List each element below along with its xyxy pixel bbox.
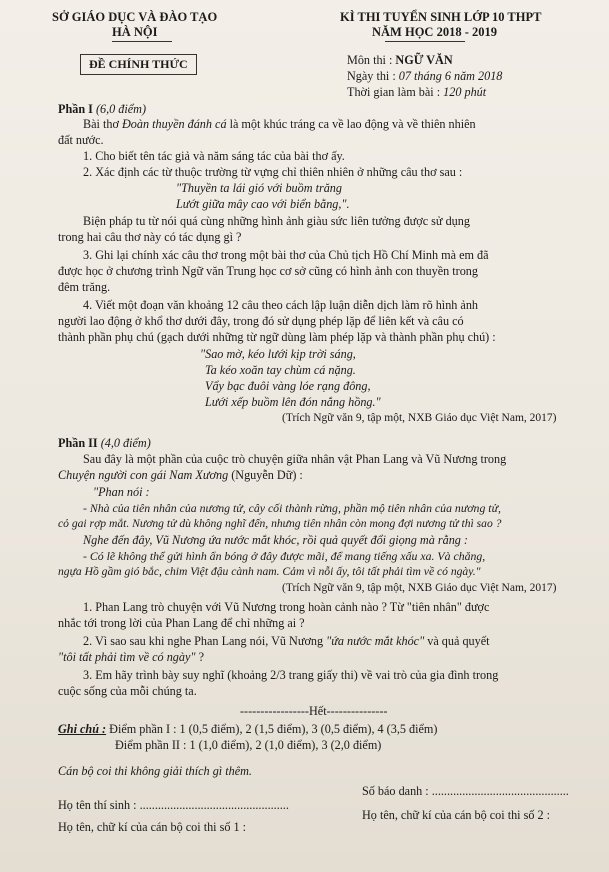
poem2-line1: "Sao mờ, kéo lưới kịp trời sáng,	[200, 347, 356, 361]
note-part2: Điểm phần II : 1 (1,0 điểm), 2 (1,0 điểm), 3 (2,0 điểm)	[115, 738, 382, 752]
part1-q3-l2: được học ở chương trình Ngữ văn Trung học cơ sở cũng có hình ảnh con thuyền trong	[58, 264, 478, 278]
part1-q2: 2. Xác định các từ thuộc trường từ vựng chỉ thiên nhiên ở những câu thơ sau :	[83, 165, 463, 179]
quote-line6: ngựa Hồ gầm gió bắc, chim Việt đậu cành nam. Cảm vì nỗi ấy, tôi tất phải tìm về có ngày."	[58, 565, 481, 578]
part2-q3-l2: cuộc sống của mỗi chúng ta.	[58, 684, 197, 698]
subject-value: NGỮ VĂN	[395, 53, 453, 67]
poem-title: Đoàn thuyền đánh cá	[121, 117, 227, 131]
date-row	[347, 69, 502, 84]
header-underline-right	[385, 41, 465, 42]
candidate-name-label: Họ tên thí sinh :	[58, 798, 137, 812]
note-label: Ghi chú :	[58, 722, 107, 736]
story-author: (Nguyễn Dữ) :	[228, 468, 303, 482]
part1-q4-l3: thành phần phụ chú (gạch dưới những từ ngữ dùng làm phép lặp và thành phần phụ chú) :	[58, 330, 496, 344]
time-row	[347, 85, 486, 100]
part1-q1: 1. Cho biết tên tác giả và năm sáng tác của bài thơ ấy.	[83, 149, 345, 163]
date-label: Ngày thi :	[347, 69, 396, 83]
quote-line2: - Nhà của tiên nhân của nương tử, cây cối thành rừng, phần mộ tiên nhân của nương tử,	[83, 501, 501, 515]
part2-q2-quote: "ứa nước mắt khóc"	[326, 634, 425, 648]
sbd-label: Số báo danh :	[362, 784, 429, 798]
part1-intro-b: là một khúc tráng ca về lao động và về thiên nhiên	[226, 117, 476, 131]
header-underline-left	[112, 41, 172, 42]
dept-line1: SỞ GIÁO DỤC VÀ ĐÀO TẠO	[52, 10, 218, 24]
part1-q3-l3: đêm trăng.	[58, 280, 111, 294]
proctor-note: Cán bộ coi thi không giải thích gì thêm.	[58, 764, 252, 778]
date-value: 07 tháng 6 năm 2018	[398, 69, 503, 83]
note-row1	[58, 722, 437, 737]
poem2-line3: Vẩy bạc đuôi vàng lóe rạng đông,	[205, 379, 371, 393]
part1-intro	[83, 117, 476, 132]
part2-source: (Trích Ngữ văn 9, tập một, NXB Giáo dục Việt Nam, 2017)	[282, 582, 557, 594]
part1-intro-c: đất nước.	[58, 133, 104, 147]
part2-q2-quote2: "tôi tất phải tìm về có ngày"	[58, 650, 196, 664]
quote-line5: - Có lẽ không thể gửi hình ẩn bóng ở đây được mãi, để mang tiếng xấu xa. Và chăng,	[83, 549, 486, 563]
poem1-line2: Lướt giữa mây cao với biển bằng,".	[176, 197, 350, 211]
part1-source: (Trích Ngữ văn 9, tập một, NXB Giáo dục Việt Nam, 2017)	[282, 412, 557, 424]
part2-intro-l1: Sau đây là một phần của cuộc trò chuyện giữa nhân vật Phan Lang và Vũ Nương trong	[83, 452, 507, 466]
signature-2: Họ tên, chữ kí của cán bộ coi thi số 2 :	[362, 808, 551, 822]
part2-title: Phần II	[58, 436, 98, 450]
dept-line2: HÀ NỘI	[112, 25, 158, 39]
part1-q4-l1: 4. Viết một đoạn văn khoảng 12 câu theo cách lập luận diễn dịch làm rõ hình ảnh	[83, 298, 479, 312]
poem2-line4: Lưới xếp buồm lên đón nắng hồng."	[205, 395, 381, 409]
part2-points: (4,0 điểm)	[100, 436, 151, 450]
time-value: 120 phút	[443, 85, 487, 99]
note-part1: Điểm phần I : 1 (0,5 điểm), 2 (1,5 điểm), 3 (0,5 điểm), 4 (3,5 điểm)	[109, 722, 438, 736]
part1-q2b-l1: Biện pháp tu từ nói quá cùng những hình ảnh giàu sức liên tưởng được sử dụng	[83, 214, 470, 228]
part1-q4-l2: người lao động ở khổ thơ dưới đây, trong đó sử dụng phép lặp để liên kết và câu có	[58, 314, 464, 328]
part2-heading	[58, 436, 151, 451]
signature-1: Họ tên, chữ kí của cán bộ coi thi số 1 :	[58, 820, 247, 834]
part1-title: Phần I	[58, 102, 93, 116]
sbd-dots: .............................................	[431, 784, 569, 798]
official-stamp: ĐỀ CHÍNH THỨC	[80, 54, 197, 75]
sbd-row	[362, 784, 569, 799]
part2-q3-l1: 3. Em hãy trình bày suy nghĩ (khoảng 2/3 trang giấy thi) về vai trò của gia đình trong	[83, 668, 499, 682]
candidate-name-row	[58, 798, 289, 813]
part2-q2-l2	[58, 650, 204, 665]
part2-q2-l1	[83, 634, 490, 649]
part1-q2b-l2: trong hai câu thơ này có tác dụng gì ?	[58, 230, 242, 244]
time-label: Thời gian làm bài :	[347, 85, 441, 99]
part2-q1-l2: nhắc tới trong lời của Phan Lang để chỉ những ai ?	[58, 616, 305, 630]
exam-title: KÌ THI TUYỂN SINH LỚP 10 THPT	[340, 10, 542, 24]
story-title: Chuyện người con gái Nam Xương	[58, 468, 229, 482]
exam-year: NĂM HỌC 2018 - 2019	[372, 25, 497, 39]
subject-label: Môn thi :	[347, 53, 393, 67]
part2-q2-c: và quả quyết	[424, 634, 490, 648]
part1-heading	[58, 102, 146, 117]
poem2-line2: Ta kéo xoăn tay chùm cá nặng.	[205, 363, 356, 377]
part1-intro-a: Bài thơ	[83, 117, 122, 131]
candidate-name-dots: .................................................	[139, 798, 289, 812]
part2-q2-end: ?	[195, 650, 204, 664]
quote-line1: "Phan nói :	[93, 485, 150, 499]
subject-row	[347, 53, 453, 68]
part2-intro-l2	[58, 468, 303, 483]
quote-line4: Nghe đến đây, Vũ Nương ứa nước mắt khóc, rồi quả quyết đổi giọng mà rằng :	[83, 533, 468, 547]
poem1-line1: "Thuyền ta lái gió với buồm trăng	[176, 181, 342, 195]
part1-q3-l1: 3. Ghi lại chính xác câu thơ trong một bài thơ của Chủ tịch Hồ Chí Minh mà em đã	[83, 248, 489, 262]
part2-q2-a: 2. Vì sao sau khi nghe Phan Lang nói, Vũ Nương	[83, 634, 327, 648]
part2-q1-l1: 1. Phan Lang trò chuyện với Vũ Nương trong hoàn cảnh nào ? Từ "tiên nhân" được	[83, 600, 490, 614]
part1-points: (6,0 điểm)	[95, 102, 147, 116]
end-label: Hết	[309, 704, 327, 718]
quote-line3: cỏ gai rợp mắt. Nương tử dù không nghĩ đến, nhưng tiên nhân còn mong đợi nương tử thì sao ?	[58, 517, 502, 530]
end-marker: -----------------Hết---------------	[240, 704, 388, 718]
